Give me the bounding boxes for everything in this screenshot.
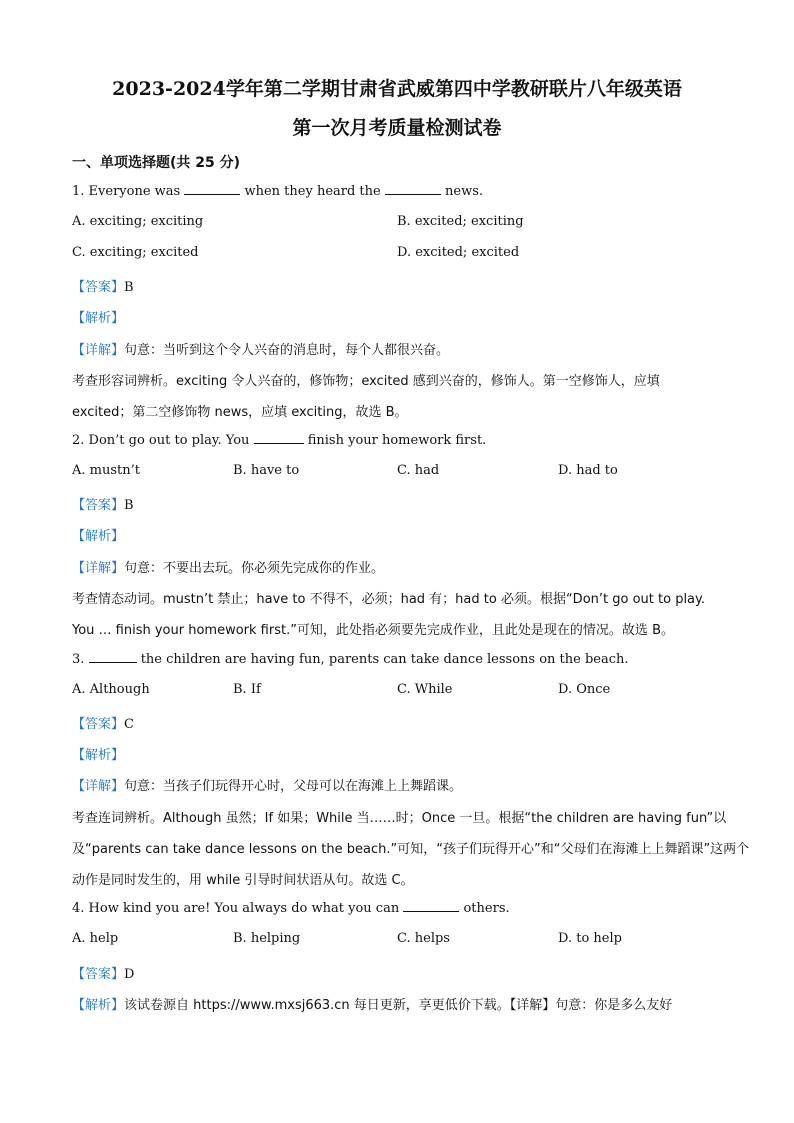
question-2-stem bbox=[72, 432, 486, 448]
explanation-text: excited；第二空修饰物 news，应填 exciting，故选 B。 bbox=[72, 405, 408, 420]
detail-line bbox=[72, 775, 462, 794]
stem-part: others. bbox=[463, 901, 510, 916]
analysis-label: 【解析】 bbox=[72, 998, 125, 1013]
analysis-line bbox=[72, 744, 124, 763]
option-b: B. If bbox=[233, 682, 261, 697]
option-c: C. exciting; excited bbox=[72, 245, 199, 260]
answer-label: 【答案】 bbox=[72, 967, 125, 982]
analysis-line bbox=[72, 307, 124, 326]
option-b: B. have to bbox=[233, 463, 300, 478]
explanation-text: 考查连词辨析。Although 虽然；If 如果；While 当……时；Once 一旦。根据“the children are having fun”以 bbox=[72, 811, 727, 826]
footer-source-line bbox=[72, 994, 672, 1013]
question-4-stem bbox=[72, 900, 510, 916]
exam-title-line1: 2023-2024学年第二学期甘肃省武威第四中学教研联片八年级英语 bbox=[112, 78, 682, 100]
exam-title-line2: 第一次月考质量检测试卷 bbox=[292, 117, 502, 139]
answer-line bbox=[72, 713, 134, 732]
source-notice: 该试卷源自 https://www.mxsj663.cn 每日更新，享更低价下载。【详解】句意：你是多么友好 bbox=[124, 998, 673, 1013]
detail-line bbox=[72, 339, 449, 358]
explanation-text: 动作是同时发生的，用 while 引导时间状语从句。故选 C。 bbox=[72, 873, 414, 888]
option-d: D. had to bbox=[558, 463, 618, 478]
detail-label: 【详解】 bbox=[72, 779, 125, 794]
answer-blank bbox=[403, 900, 459, 912]
explanation-text: You … finish your homework first.”可知，此处指必须要先完成作业，且此处是现在的情况。故选 B。 bbox=[72, 623, 674, 638]
answer-line bbox=[72, 276, 134, 295]
explanation-text: 考查形容词辨析。exciting 令人兴奋的，修饰物；excited 感到兴奋的，修饰人。第一空修饰人，应填 bbox=[72, 374, 660, 389]
detail-label: 【详解】 bbox=[72, 561, 125, 576]
detail-text: 句意：当孩子们玩得开心时，父母可以在海滩上上舞蹈课。 bbox=[124, 779, 463, 794]
stem-part: when they heard the bbox=[244, 184, 381, 199]
option-a: A. exciting; exciting bbox=[72, 214, 204, 229]
explanation-text: 考查情态动词。mustn’t 禁止；have to 不得不，必须；had 有；had to 必须。根据“Don’t go out to play. bbox=[72, 592, 705, 607]
answer-blank bbox=[254, 432, 304, 444]
detail-text: 句意：当听到这个令人兴奋的消息时，每个人都很兴奋。 bbox=[124, 343, 450, 358]
analysis-line bbox=[72, 525, 124, 544]
question-1-stem bbox=[72, 183, 483, 199]
option-a: A. help bbox=[72, 931, 119, 946]
answer-blank bbox=[385, 183, 441, 195]
answer-value: C bbox=[124, 717, 134, 732]
option-c: C. had bbox=[397, 463, 440, 478]
stem-part: 4. How kind you are! You always do what you can bbox=[72, 901, 400, 916]
stem-part: the children are having fun, parents can take dance lessons on the beach. bbox=[140, 652, 629, 667]
question-3-stem bbox=[72, 651, 629, 667]
answer-value: D bbox=[124, 967, 135, 982]
stem-part: news. bbox=[445, 184, 484, 199]
answer-line bbox=[72, 494, 134, 513]
option-d: D. to help bbox=[558, 931, 622, 946]
option-c: C. While bbox=[397, 682, 453, 697]
stem-part: 1. Everyone was bbox=[72, 184, 181, 199]
answer-blank bbox=[184, 183, 240, 195]
answer-value: B bbox=[124, 280, 134, 295]
stem-part: 3. bbox=[72, 652, 85, 667]
analysis-label: 【解析】 bbox=[72, 311, 125, 326]
detail-label: 【详解】 bbox=[72, 343, 125, 358]
answer-label: 【答案】 bbox=[72, 280, 125, 295]
answer-label: 【答案】 bbox=[72, 498, 125, 513]
option-d: D. excited; excited bbox=[397, 245, 520, 260]
answer-blank bbox=[89, 651, 137, 663]
detail-text: 句意：不要出去玩。你必须先完成你的作业。 bbox=[124, 561, 385, 576]
explanation-text: 及“parents can take dance lessons on the beach.”可知，“孩子们玩得开心”和“父母们在海滩上上舞蹈课”这两个 bbox=[72, 842, 750, 857]
option-b: B. excited; exciting bbox=[397, 214, 524, 229]
answer-line bbox=[72, 963, 134, 982]
option-d: D. Once bbox=[558, 682, 611, 697]
stem-part: 2. Don’t go out to play. You bbox=[72, 433, 250, 448]
analysis-label: 【解析】 bbox=[72, 748, 125, 763]
option-c: C. helps bbox=[397, 931, 450, 946]
analysis-label: 【解析】 bbox=[72, 529, 125, 544]
detail-line bbox=[72, 557, 384, 576]
stem-part: finish your homework first. bbox=[307, 433, 487, 448]
option-a: A. mustn’t bbox=[72, 463, 140, 478]
answer-label: 【答案】 bbox=[72, 717, 125, 732]
option-b: B. helping bbox=[233, 931, 301, 946]
section-heading: 一、单项选择题(共 25 分) bbox=[72, 155, 241, 171]
answer-value: B bbox=[124, 498, 134, 513]
option-a: A. Although bbox=[72, 682, 150, 697]
